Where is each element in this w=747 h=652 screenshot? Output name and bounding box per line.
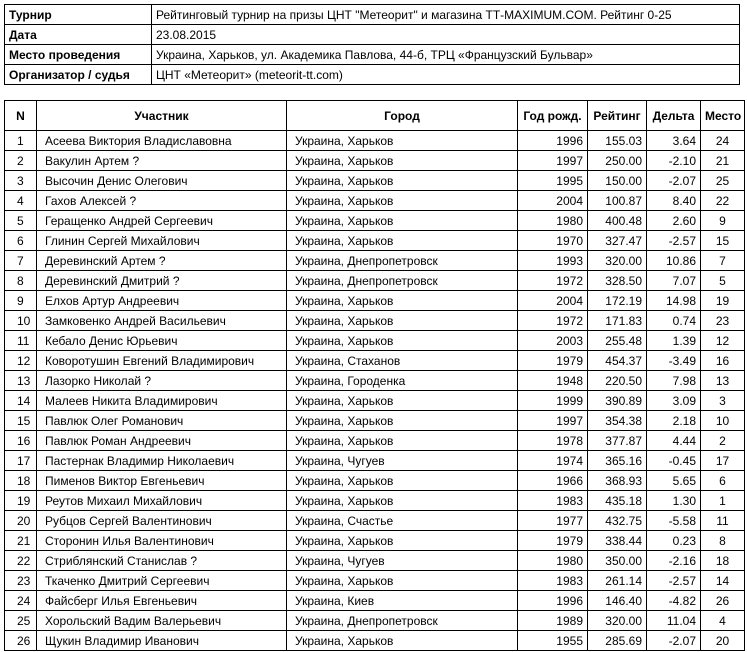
cell-participant: Глинин Сергей Михайлович xyxy=(37,231,287,251)
cell-birth-year: 1955 xyxy=(518,631,588,651)
cell-place: 23 xyxy=(701,311,745,331)
table-row xyxy=(5,551,745,571)
table-row xyxy=(5,231,745,251)
cell-place: 6 xyxy=(701,471,745,491)
cell-delta: -2.07 xyxy=(647,171,701,191)
cell-birth-year: 1983 xyxy=(518,571,588,591)
cell-number: 25 xyxy=(5,611,37,631)
cell-rating: 171.83 xyxy=(588,311,647,331)
cell-number: 3 xyxy=(5,171,37,191)
cell-birth-year: 1978 xyxy=(518,431,588,451)
cell-city: Украина, Харьков xyxy=(287,211,518,231)
cell-number: 18 xyxy=(5,471,37,491)
cell-city: Украина, Счастье xyxy=(287,511,518,531)
info-label: Организатор / судья xyxy=(5,65,152,85)
cell-delta: -2.57 xyxy=(647,231,701,251)
cell-delta: 1.30 xyxy=(647,491,701,511)
cell-birth-year: 1999 xyxy=(518,391,588,411)
cell-city: Украина, Харьков xyxy=(287,311,518,331)
cell-place: 8 xyxy=(701,531,745,551)
cell-number: 4 xyxy=(5,191,37,211)
cell-place: 7 xyxy=(701,251,745,271)
cell-rating: 155.03 xyxy=(588,131,647,151)
cell-participant: Хорольский Вадим Валерьевич xyxy=(37,611,287,631)
cell-delta: 0.74 xyxy=(647,311,701,331)
cell-place: 20 xyxy=(701,631,745,651)
cell-city: Украина, Харьков xyxy=(287,491,518,511)
cell-delta: 10.86 xyxy=(647,251,701,271)
cell-place: 18 xyxy=(701,551,745,571)
cell-number: 23 xyxy=(5,571,37,591)
cell-rating: 220.50 xyxy=(588,371,647,391)
cell-participant: Вакулин Артем ? xyxy=(37,151,287,171)
cell-birth-year: 1989 xyxy=(518,611,588,631)
cell-delta: 2.18 xyxy=(647,411,701,431)
header-city: Город xyxy=(287,101,518,131)
cell-number: 5 xyxy=(5,211,37,231)
cell-place: 21 xyxy=(701,151,745,171)
cell-number: 15 xyxy=(5,411,37,431)
cell-rating: 354.38 xyxy=(588,411,647,431)
cell-place: 9 xyxy=(701,211,745,231)
cell-rating: 172.19 xyxy=(588,291,647,311)
cell-birth-year: 1948 xyxy=(518,371,588,391)
cell-delta: 14.98 xyxy=(647,291,701,311)
cell-rating: 365.16 xyxy=(588,451,647,471)
table-row xyxy=(5,571,745,591)
cell-participant: Пименов Виктор Евгеньевич xyxy=(37,471,287,491)
cell-delta: 2.60 xyxy=(647,211,701,231)
table-row xyxy=(5,511,745,531)
cell-city: Украина, Днепропетровск xyxy=(287,271,518,291)
cell-delta: -4.82 xyxy=(647,591,701,611)
cell-number: 10 xyxy=(5,311,37,331)
cell-number: 21 xyxy=(5,531,37,551)
cell-participant: Ткаченко Дмитрий Сергеевич xyxy=(37,571,287,591)
table-row xyxy=(5,291,745,311)
cell-city: Украина, Харьков xyxy=(287,171,518,191)
table-row xyxy=(5,491,745,511)
cell-place: 12 xyxy=(701,331,745,351)
cell-delta: -0.45 xyxy=(647,451,701,471)
cell-city: Украина, Чугуев xyxy=(287,451,518,471)
cell-participant: Сторонин Илья Валентинович xyxy=(37,531,287,551)
info-label: Дата xyxy=(5,25,152,45)
header-place: Место xyxy=(701,101,745,131)
cell-city: Украина, Днепропетровск xyxy=(287,251,518,271)
cell-place: 1 xyxy=(701,491,745,511)
cell-city: Украина, Киев xyxy=(287,591,518,611)
table-row xyxy=(5,591,745,611)
cell-participant: Замковенко Андрей Васильевич xyxy=(37,311,287,331)
info-value: Рейтинговый турнир на призы ЦНТ "Метеорит" и магазина ТТ-MAXIMUM.COM. Рейтинг 0-25 xyxy=(152,5,740,25)
cell-participant: Стриблянский Станислав ? xyxy=(37,551,287,571)
cell-delta: 7.07 xyxy=(647,271,701,291)
cell-place: 26 xyxy=(701,591,745,611)
cell-number: 26 xyxy=(5,631,37,651)
cell-delta: -3.49 xyxy=(647,351,701,371)
cell-city: Украина, Харьков xyxy=(287,531,518,551)
cell-birth-year: 1983 xyxy=(518,491,588,511)
cell-number: 2 xyxy=(5,151,37,171)
cell-birth-year: 2004 xyxy=(518,291,588,311)
cell-number: 19 xyxy=(5,491,37,511)
cell-participant: Пастернак Владимир Николаевич xyxy=(37,451,287,471)
cell-delta: -2.16 xyxy=(647,551,701,571)
cell-city: Украина, Харьков xyxy=(287,471,518,491)
table-row xyxy=(5,531,745,551)
cell-rating: 327.47 xyxy=(588,231,647,251)
cell-number: 12 xyxy=(5,351,37,371)
cell-rating: 100.87 xyxy=(588,191,647,211)
cell-city: Украина, Чугуев xyxy=(287,551,518,571)
cell-place: 24 xyxy=(701,131,745,151)
info-label: Турнир xyxy=(5,5,152,25)
cell-city: Украина, Харьков xyxy=(287,391,518,411)
cell-delta: -2.57 xyxy=(647,571,701,591)
cell-city: Украина, Харьков xyxy=(287,291,518,311)
table-row xyxy=(5,411,745,431)
cell-rating: 377.87 xyxy=(588,431,647,451)
cell-birth-year: 2003 xyxy=(518,331,588,351)
cell-place: 19 xyxy=(701,291,745,311)
cell-delta: 11.04 xyxy=(647,611,701,631)
cell-participant: Геращенко Андрей Сергеевич xyxy=(37,211,287,231)
table-row xyxy=(5,391,745,411)
cell-delta: 7.98 xyxy=(647,371,701,391)
table-row xyxy=(5,611,745,631)
info-label: Место проведения xyxy=(5,45,152,65)
table-row xyxy=(5,451,745,471)
cell-place: 3 xyxy=(701,391,745,411)
cell-participant: Файсберг Илья Евгеньевич xyxy=(37,591,287,611)
cell-city: Украина, Харьков xyxy=(287,631,518,651)
cell-number: 1 xyxy=(5,131,37,151)
info-value: ЦНТ «Метеорит» (meteorit-tt.com) xyxy=(152,65,740,85)
cell-participant: Малеев Никита Владимирович xyxy=(37,391,287,411)
cell-place: 22 xyxy=(701,191,745,211)
cell-number: 16 xyxy=(5,431,37,451)
cell-number: 9 xyxy=(5,291,37,311)
cell-number: 8 xyxy=(5,271,37,291)
cell-delta: -2.10 xyxy=(647,151,701,171)
cell-rating: 150.00 xyxy=(588,171,647,191)
cell-delta: -2.07 xyxy=(647,631,701,651)
cell-birth-year: 1996 xyxy=(518,131,588,151)
cell-rating: 320.00 xyxy=(588,251,647,271)
cell-place: 11 xyxy=(701,511,745,531)
tournament-info-table xyxy=(4,4,740,85)
info-value: Украина, Харьков, ул. Академика Павлова, 44-б, ТРЦ «Французский Бульвар» xyxy=(152,45,740,65)
table-row xyxy=(5,431,745,451)
cell-place: 17 xyxy=(701,451,745,471)
cell-birth-year: 1996 xyxy=(518,591,588,611)
info-row xyxy=(5,25,740,45)
cell-birth-year: 2004 xyxy=(518,191,588,211)
cell-city: Украина, Днепропетровск xyxy=(287,611,518,631)
cell-place: 2 xyxy=(701,431,745,451)
cell-rating: 400.48 xyxy=(588,211,647,231)
cell-delta: 0.23 xyxy=(647,531,701,551)
cell-rating: 454.37 xyxy=(588,351,647,371)
cell-place: 13 xyxy=(701,371,745,391)
cell-rating: 285.69 xyxy=(588,631,647,651)
cell-delta: 3.64 xyxy=(647,131,701,151)
cell-participant: Елхов Артур Андреевич xyxy=(37,291,287,311)
cell-number: 13 xyxy=(5,371,37,391)
cell-delta: -5.58 xyxy=(647,511,701,531)
cell-city: Украина, Стаханов xyxy=(287,351,518,371)
cell-rating: 261.14 xyxy=(588,571,647,591)
cell-delta: 8.40 xyxy=(647,191,701,211)
cell-delta: 4.44 xyxy=(647,431,701,451)
header-birth-year: Год рожд. xyxy=(518,101,588,131)
cell-rating: 435.18 xyxy=(588,491,647,511)
cell-rating: 338.44 xyxy=(588,531,647,551)
cell-number: 24 xyxy=(5,591,37,611)
results-table xyxy=(4,100,745,651)
cell-rating: 255.48 xyxy=(588,331,647,351)
cell-birth-year: 1977 xyxy=(518,511,588,531)
cell-number: 14 xyxy=(5,391,37,411)
info-row xyxy=(5,65,740,85)
cell-rating: 368.93 xyxy=(588,471,647,491)
table-row xyxy=(5,131,745,151)
table-row xyxy=(5,351,745,371)
cell-participant: Лазорко Николай ? xyxy=(37,371,287,391)
table-row xyxy=(5,331,745,351)
cell-birth-year: 1997 xyxy=(518,151,588,171)
cell-number: 20 xyxy=(5,511,37,531)
cell-participant: Коворотушин Евгений Владимирович xyxy=(37,351,287,371)
tournament-info-body xyxy=(5,5,740,85)
table-row xyxy=(5,171,745,191)
cell-city: Украина, Харьков xyxy=(287,331,518,351)
cell-number: 11 xyxy=(5,331,37,351)
cell-birth-year: 1974 xyxy=(518,451,588,471)
cell-city: Украина, Харьков xyxy=(287,131,518,151)
cell-rating: 250.00 xyxy=(588,151,647,171)
results-header-row xyxy=(5,101,745,131)
cell-participant: Деревинский Артем ? xyxy=(37,251,287,271)
header-delta: Дельта xyxy=(647,101,701,131)
table-row xyxy=(5,311,745,331)
cell-participant: Щукин Владимир Иванович xyxy=(37,631,287,651)
cell-number: 6 xyxy=(5,231,37,251)
header-number: N xyxy=(5,101,37,131)
cell-number: 22 xyxy=(5,551,37,571)
cell-birth-year: 1972 xyxy=(518,271,588,291)
cell-birth-year: 1997 xyxy=(518,411,588,431)
cell-delta: 3.09 xyxy=(647,391,701,411)
table-row xyxy=(5,211,745,231)
cell-birth-year: 1980 xyxy=(518,551,588,571)
cell-birth-year: 1979 xyxy=(518,351,588,371)
cell-birth-year: 1995 xyxy=(518,171,588,191)
cell-rating: 390.89 xyxy=(588,391,647,411)
cell-city: Украина, Харьков xyxy=(287,571,518,591)
cell-delta: 1.39 xyxy=(647,331,701,351)
cell-city: Украина, Харьков xyxy=(287,231,518,251)
info-row xyxy=(5,5,740,25)
cell-rating: 432.75 xyxy=(588,511,647,531)
cell-city: Украина, Харьков xyxy=(287,151,518,171)
table-row xyxy=(5,251,745,271)
info-row xyxy=(5,45,740,65)
cell-number: 7 xyxy=(5,251,37,271)
cell-place: 16 xyxy=(701,351,745,371)
cell-place: 25 xyxy=(701,171,745,191)
table-row xyxy=(5,371,745,391)
cell-participant: Гахов Алексей ? xyxy=(37,191,287,211)
cell-number: 17 xyxy=(5,451,37,471)
cell-rating: 350.00 xyxy=(588,551,647,571)
cell-rating: 328.50 xyxy=(588,271,647,291)
table-row xyxy=(5,151,745,171)
cell-participant: Реутов Михаил Михайлович xyxy=(37,491,287,511)
info-value: 23.08.2015 xyxy=(152,25,740,45)
cell-birth-year: 1966 xyxy=(518,471,588,491)
cell-birth-year: 1970 xyxy=(518,231,588,251)
cell-participant: Павлюк Олег Романович xyxy=(37,411,287,431)
cell-participant: Кебало Денис Юрьевич xyxy=(37,331,287,351)
cell-city: Украина, Городенка xyxy=(287,371,518,391)
cell-participant: Деревинский Дмитрий ? xyxy=(37,271,287,291)
cell-city: Украина, Харьков xyxy=(287,191,518,211)
cell-birth-year: 1972 xyxy=(518,311,588,331)
cell-delta: 5.65 xyxy=(647,471,701,491)
cell-place: 5 xyxy=(701,271,745,291)
results-body xyxy=(5,131,745,651)
cell-place: 14 xyxy=(701,571,745,591)
header-rating: Рейтинг xyxy=(588,101,647,131)
header-participant: Участник xyxy=(37,101,287,131)
cell-place: 4 xyxy=(701,611,745,631)
cell-birth-year: 1993 xyxy=(518,251,588,271)
cell-rating: 146.40 xyxy=(588,591,647,611)
table-row xyxy=(5,631,745,651)
cell-city: Украина, Харьков xyxy=(287,431,518,451)
cell-city: Украина, Харьков xyxy=(287,411,518,431)
cell-birth-year: 1979 xyxy=(518,531,588,551)
table-row xyxy=(5,271,745,291)
cell-rating: 320.00 xyxy=(588,611,647,631)
table-row xyxy=(5,191,745,211)
cell-place: 10 xyxy=(701,411,745,431)
table-row xyxy=(5,471,745,491)
cell-participant: Асеева Виктория Владиславовна xyxy=(37,131,287,151)
cell-participant: Высочин Денис Олегович xyxy=(37,171,287,191)
cell-participant: Рубцов Сергей Валентинович xyxy=(37,511,287,531)
cell-participant: Павлюк Роман Андреевич xyxy=(37,431,287,451)
cell-birth-year: 1980 xyxy=(518,211,588,231)
cell-place: 15 xyxy=(701,231,745,251)
